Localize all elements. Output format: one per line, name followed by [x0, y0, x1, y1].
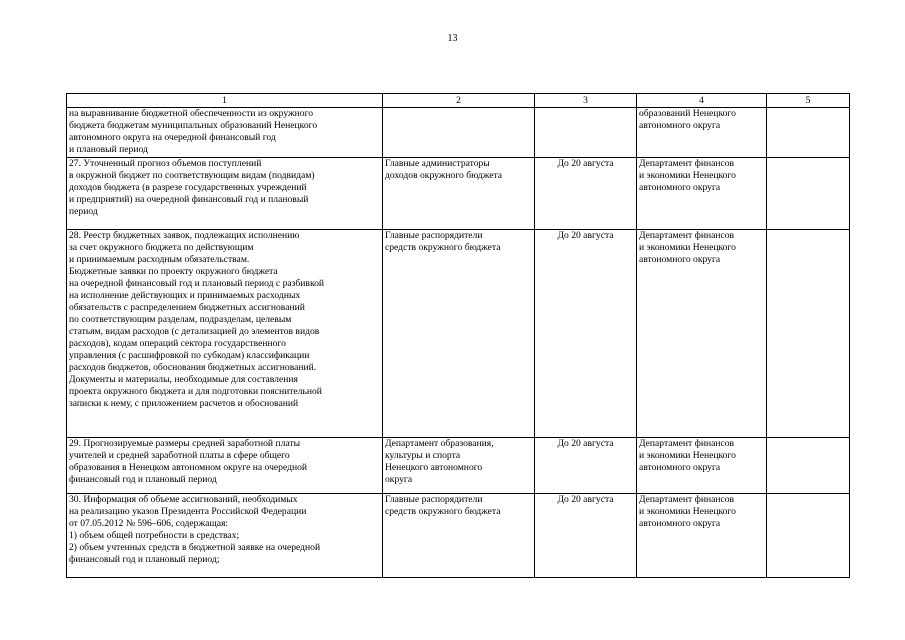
recipient-cell: Департамент финансов и экономики Ненецкого автономного округа: [637, 438, 767, 494]
document-name-cell: 30. Информация об объеме ассигнований, необходимых на реализацию указов Президента Российской Федерации от 07.05.2012 № 596–606, содержащая: 1) объем общей потребности в средствах; 2) объем учтенных средств в бюджетной заявке на очередной финансовый год и плановый период;: [67, 494, 383, 578]
responsible-cell: Департамент образования, культуры и спорта Ненецкого автономного округа: [383, 438, 535, 494]
deadline-cell: До 20 августа: [535, 230, 637, 438]
column-header: 3: [535, 94, 637, 108]
page-number: 13: [447, 33, 458, 44]
table-row: [67, 108, 850, 158]
note-cell: [767, 158, 850, 230]
column-header: 4: [637, 94, 767, 108]
column-header: 5: [767, 94, 850, 108]
recipient-cell: образований Ненецкого автономного округа: [637, 108, 767, 158]
column-header: 2: [383, 94, 535, 108]
note-cell: [767, 438, 850, 494]
deadline-cell: До 20 августа: [535, 158, 637, 230]
note-cell: [767, 230, 850, 438]
responsible-cell: Главные распорядители средств окружного бюджета: [383, 494, 535, 578]
document-name-cell: 28. Реестр бюджетных заявок, подлежащих исполнению за счет окружного бюджета по действующим и принимаемым расходным обязательствам. Бюджетные заявки по проекту окружного бюджета на очередной финансовый год и плановый период с разбивкой на исполнение действующих и принимаемых расходных обязательств с распределением бюджетных ассигнований по соответствующим разделам, подразделам, целевым статьям, видам расходов (с детализацией до элементов видов расходов), кодам операций сектора государственного управления (с расшифровкой по субкодам) классификации расходов бюджетов, обоснования бюджетных ассигнований. Документы и материалы, необходимые для составления проекта окружного бюджета и для подготовки пояснительной записки к нему, с приложением расчетов и обоснований: [67, 230, 383, 438]
column-header: 1: [67, 94, 383, 108]
deadline-cell: [535, 108, 637, 158]
table-row: [67, 158, 850, 230]
document-name-cell: 27. Уточненный прогноз объемов поступлений в окружной бюджет по соответствующим видам (подвидам) доходов бюджета (в разрезе государственных учреждений и предприятий) на очередной финансовый год и плановый период: [67, 158, 383, 230]
responsible-cell: [383, 108, 535, 158]
recipient-cell: Департамент финансов и экономики Ненецкого автономного округа: [637, 494, 767, 578]
table-row: [67, 230, 850, 438]
note-cell: [767, 494, 850, 578]
document-name-cell: 29. Прогнозируемые размеры средней заработной платы учителей и средней заработной платы в сфере общего образования в Ненецком автономном округе на очередной финансовый год и плановый период: [67, 438, 383, 494]
recipient-cell: Департамент финансов и экономики Ненецкого автономного округа: [637, 230, 767, 438]
deadline-cell: До 20 августа: [535, 494, 637, 578]
deadline-cell: До 20 августа: [535, 438, 637, 494]
table-row: [67, 438, 850, 494]
recipient-cell: Департамент финансов и экономики Ненецкого автономного округа: [637, 158, 767, 230]
document-name-cell: на выравнивание бюджетной обеспеченности из окружного бюджета бюджетам муниципальных образований Ненецкого автономного округа на очередной финансовый год и плановый период: [67, 108, 383, 158]
table-header-row: [67, 94, 850, 108]
responsible-cell: Главные администраторы доходов окружного бюджета: [383, 158, 535, 230]
schedule-table: [66, 93, 850, 578]
table-row: [67, 494, 850, 578]
responsible-cell: Главные распорядители средств окружного бюджета: [383, 230, 535, 438]
note-cell: [767, 108, 850, 158]
